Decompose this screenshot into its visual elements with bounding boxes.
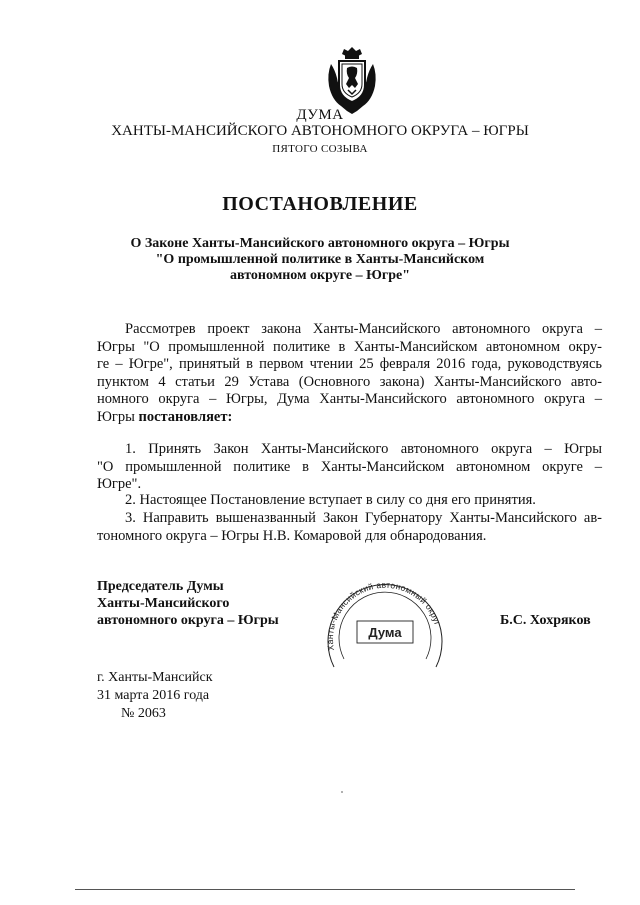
preamble-line: Рассмотрев проект закона Ханты-Мансийского автономного округа – — [125, 321, 602, 337]
preamble-line: Югры "О промышленной политике в Ханты-Мансийском автономном окру- — [97, 338, 602, 355]
signatory-name: Б.С. Хохряков — [500, 613, 591, 628]
coat-of-arms-icon — [325, 46, 379, 114]
item-line: "О промышленной политике в Ханты-Мансийском автономном округе – — [97, 458, 602, 475]
item-line: 1. Принять Закон Ханты-Мансийского автономного округа – Югры — [125, 441, 602, 457]
resolution-item-1 — [97, 441, 602, 494]
signatory-title — [97, 578, 279, 629]
subject-line: автономном округе – Югре" — [229, 268, 411, 283]
resolution-item-2 — [97, 492, 602, 510]
subject-line: "О промышленной политике в Ханты-Мансийском — [155, 252, 485, 267]
org-region: ХАНТЫ-МАНСИЙСКОГО АВТОНОМНОГО ОКРУГА – ЮГРЫ — [111, 123, 529, 139]
document-subject — [0, 236, 640, 284]
item-line: тономного округа – Югры Н.В. Комаровой для обнародования. — [97, 527, 487, 544]
resolves-word: постановляет: — [138, 408, 233, 425]
signatory-title-line: автономного округа – Югры — [97, 613, 279, 628]
official-stamp-icon — [320, 567, 450, 687]
preamble-paragraph — [97, 321, 602, 426]
date: 31 марта 2016 года — [97, 688, 210, 703]
preamble-line: ге – Югре", принятый в первом чтении 25 февраля 2016 года, руководствуясь — [97, 356, 602, 372]
preamble-line: пунктом 4 статьи 29 Устава (Основного закона) Ханты-Мансийского авто- — [97, 373, 602, 390]
subject-line: О Законе Ханты-Мансийского автономного округа – Югры — [130, 236, 510, 251]
place: г. Ханты-Мансийск — [97, 670, 213, 685]
resolution-item-3 — [97, 510, 602, 545]
preamble-last-text: Югры — [97, 408, 139, 425]
org-name: ДУМА — [296, 107, 344, 123]
preamble-line: номного округа – Югры, Дума Ханты-Мансийского автономного округа – — [97, 391, 602, 407]
document-type-title: ПОСТАНОВЛЕНИЕ — [222, 193, 418, 215]
item-line: Югре". — [97, 476, 142, 492]
document-number: № 2063 — [121, 706, 166, 721]
document-requisites — [97, 669, 213, 723]
signatory-title-line: Ханты-Мансийского — [97, 596, 230, 611]
footer-divider — [75, 889, 575, 890]
scan-speck — [341, 791, 343, 793]
item-line: 2. Настоящее Постановление вступает в силу со дня его принятия. — [125, 492, 536, 508]
convocation: ПЯТОГО СОЗЫВА — [272, 143, 368, 155]
stamp-ring-text: Ханты-Мансийский автономный округ — [324, 579, 443, 652]
signatory-title-line: Председатель Думы — [97, 579, 224, 594]
preamble-last-line — [97, 409, 602, 427]
item-line: 3. Направить вышеназванный Закон Губернатору Ханты-Мансийского ав- — [125, 510, 602, 526]
stamp-center-text: Дума — [368, 625, 402, 640]
